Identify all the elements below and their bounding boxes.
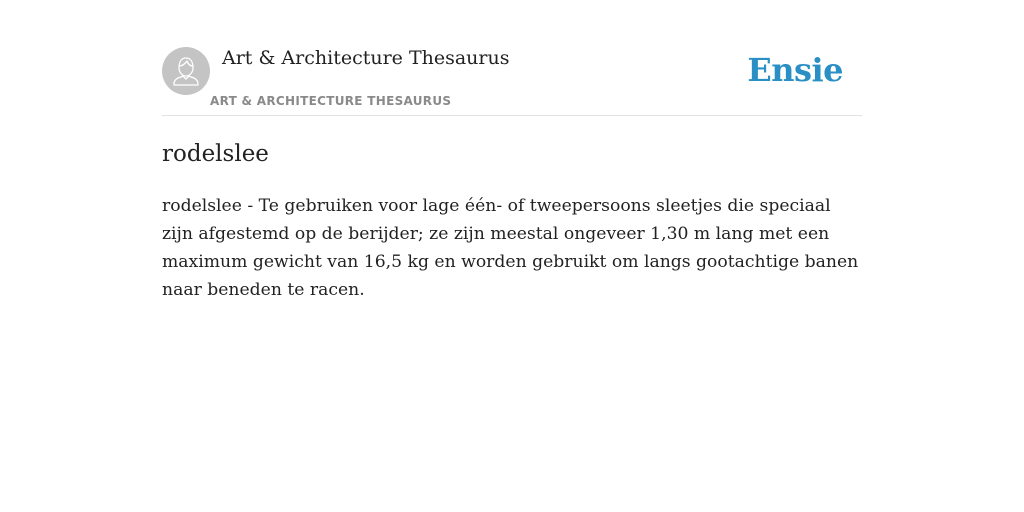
page-container	[162, 0, 862, 300]
entry-definition: rodelslee - Te gebruiken voor lage één- of tweepersoons sleetjes die speciaal zijn afgestemd op de berijder; ze zijn meestal ongeveer 1,30 m lang met een maximum gewicht van 16,5 kg en worden gebruikt om langs gootachtige banen naar beneden te racen.	[162, 196, 859, 300]
entry-header	[162, 0, 862, 116]
author-subtitle[interactable]: ART & ARCHITECTURE THESAURUS	[210, 94, 452, 108]
entry-title: rodelslee	[162, 141, 269, 167]
author-name[interactable]: Art & Architecture Thesaurus	[222, 47, 510, 69]
user-avatar-icon	[162, 47, 210, 95]
author-avatar[interactable]	[162, 47, 210, 95]
ensie-logo[interactable]: Ensie	[747, 51, 843, 89]
